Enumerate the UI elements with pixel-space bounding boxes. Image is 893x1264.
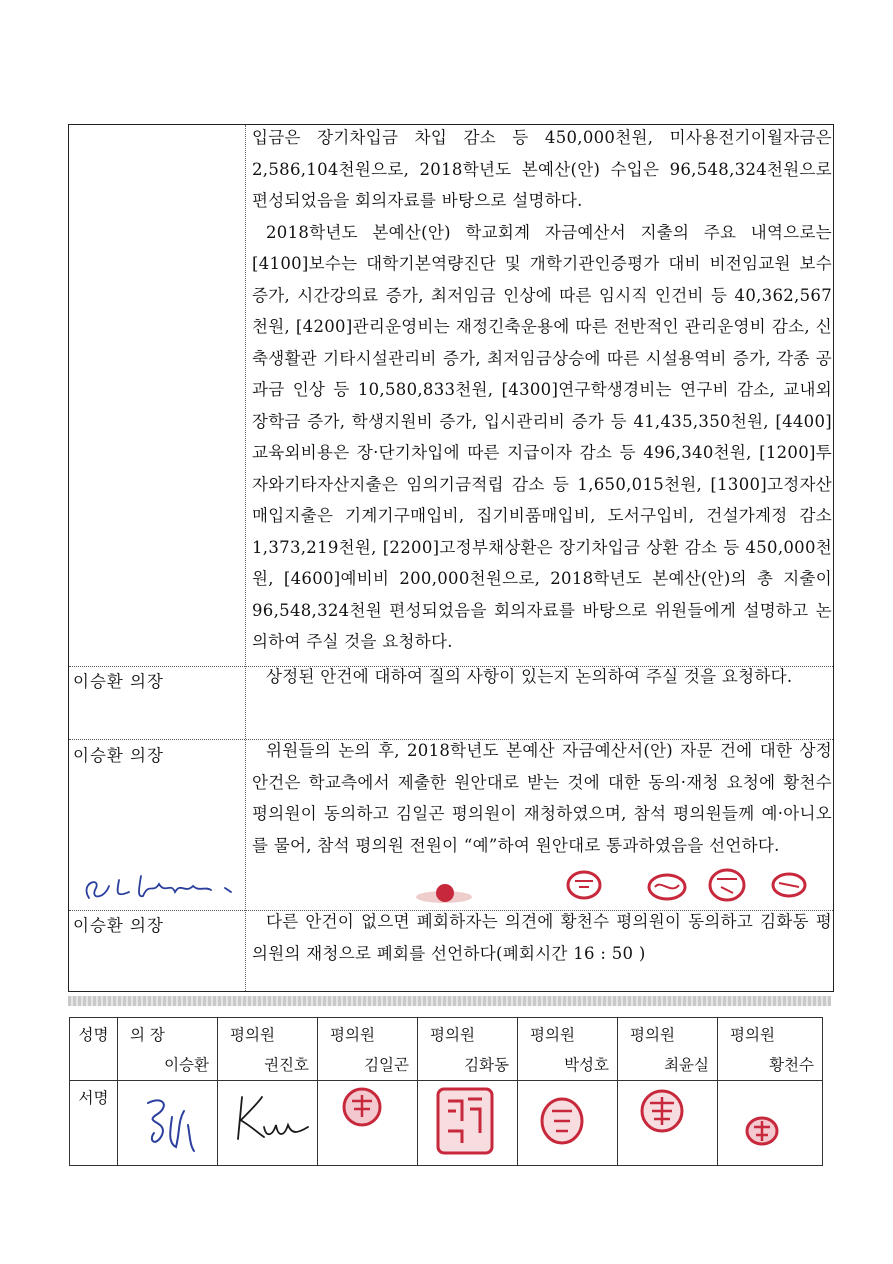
member-cell	[318, 1018, 418, 1081]
handwritten-signature-icon	[218, 1081, 318, 1165]
member-name: 황천수	[769, 1056, 814, 1074]
member-name: 최윤실	[664, 1056, 709, 1074]
minutes-paragraph: 다른 안건이 없으면 폐회하자는 의견에 황천수 평의원이 동의하고 김화동 평의원의 재청으로 폐회를 선언하다(폐회시간 16 : 50 )	[252, 912, 832, 963]
red-seal-icon	[318, 1081, 418, 1165]
signature-cell	[418, 1081, 518, 1166]
sign-row-header-text: 서명	[78, 1089, 109, 1107]
member-role: 평의원	[430, 1026, 475, 1044]
member-name: 김화동	[464, 1056, 509, 1074]
signature-cell	[118, 1081, 218, 1166]
seal-impressions-strip	[399, 867, 849, 907]
member-cell	[418, 1018, 518, 1081]
member-role: 평의원	[630, 1026, 675, 1044]
member-cell	[618, 1018, 718, 1081]
member-name: 박성호	[564, 1056, 609, 1074]
speaker-label: 이승환 의장	[73, 746, 164, 765]
member-role: 의 장	[130, 1026, 165, 1044]
signature-cell	[618, 1081, 718, 1166]
minutes-entry-content	[252, 122, 832, 658]
member-cell	[218, 1018, 318, 1081]
minutes-paragraph: 위원들의 논의 후, 2018학년도 본예산 자금예산서(안) 자문 건에 대한 상정 안건은 학교측에서 제출한 원안대로 받는 것에 대한 동의·재청 요청에 황천수 평의원이 동의하고 김일곤 평의원이 재청하였으며, 참석 평의원들께 예·아니오를 물어, 참석 평의원 전원이 “예”하여 원안대로 통과하였음을 선언하다.	[252, 741, 832, 855]
red-seal-icon	[418, 1081, 518, 1165]
signature-cell	[718, 1081, 823, 1166]
member-name: 권진호	[264, 1056, 309, 1074]
member-cell	[718, 1018, 823, 1081]
name-row-header-text: 성명	[78, 1026, 109, 1044]
member-name: 이승환	[164, 1056, 209, 1074]
member-name: 김일곤	[364, 1056, 409, 1074]
minutes-entry-content	[252, 661, 832, 693]
member-role: 평의원	[330, 1026, 375, 1044]
signature-cell	[318, 1081, 418, 1166]
speaker-label: 이승환 의장	[73, 672, 164, 691]
member-cell	[518, 1018, 618, 1081]
minutes-paragraph: 2018학년도 본예산(안) 학교회계 자금예산서 지출의 주요 내역으로는 [4100]보수는 대학기본역량진단 및 개학기관인증평가 대비 비전임교원 보수 증가, 시간강의료 증가, 최저임금 인상에 따른 임시직 인건비 등 40,362,567천원, [4200]관리운영비는 재정긴축운용에 따른 전반적인 관리운영비 감소, 신축생활관 기타시설관리비 증가, 최저임금상승에 따른 시설용역비 증가, 각종 공과금 인상 등 10,580,833천원, [4300]연구학생경비는 연구비 감소, 교내외 장학금 증가, 학생지원비 증가, 입시관리비 증가 등 41,435,350천원, [4400]교육외비용은 장·단기차입에 따른 지급이자 감소 등 496,340천원, [1200]투자와기타자산지출은 임의기금적립 감소 등 1,650,015천원, [1300]고정자산매입지출은 기계기구매입비, 집기비품매입비, 도서구입비, 건설가계정 감소 1,373,219천원, [2200]고정부채상환은 장기차입금 상환 감소 등 450,000천원, [4600]예비비 200,000천원으로, 2018학년도 본예산(안)의 총 지출이 96,548,324천원 편성되었음을 회의자료를 바탕으로 위원들에게 설명하고 논의하여 주실 것을 요청하다.	[252, 222, 832, 651]
member-role: 평의원	[530, 1026, 575, 1044]
handwritten-signature-icon	[75, 868, 245, 908]
sign-row-header	[70, 1081, 118, 1166]
signature-cell	[218, 1081, 318, 1166]
minutes-paragraph: 상정된 안건에 대하여 질의 사항이 있는지 논의하여 주실 것을 요청하다.	[266, 667, 793, 686]
meeting-minutes-table	[68, 124, 834, 992]
member-cell	[118, 1018, 218, 1081]
minutes-paragraph: 입금은 장기차입금 차입 감소 등 450,000천원, 미사용전기이월자금은 2,586,104천원으로, 2018학년도 본예산(안) 수입은 96,548,324천원으로 편성되었음을 회의자료를 바탕으로 설명하다.	[252, 128, 832, 210]
red-seal-icon	[518, 1081, 618, 1165]
name-row-header	[70, 1018, 118, 1081]
member-role: 평의원	[730, 1026, 775, 1044]
handwritten-signature-icon	[118, 1081, 218, 1165]
red-seal-icon	[618, 1081, 718, 1165]
member-role: 평의원	[230, 1026, 275, 1044]
signature-cell	[518, 1081, 618, 1166]
speaker-column-divider	[245, 125, 246, 991]
minutes-entry-content	[252, 735, 832, 861]
red-seal-icon	[718, 1081, 823, 1165]
speaker-label: 이승환 의장	[73, 916, 164, 935]
minutes-entry-content	[252, 906, 832, 969]
signature-table	[69, 1017, 823, 1166]
section-divider-band	[68, 996, 831, 1006]
